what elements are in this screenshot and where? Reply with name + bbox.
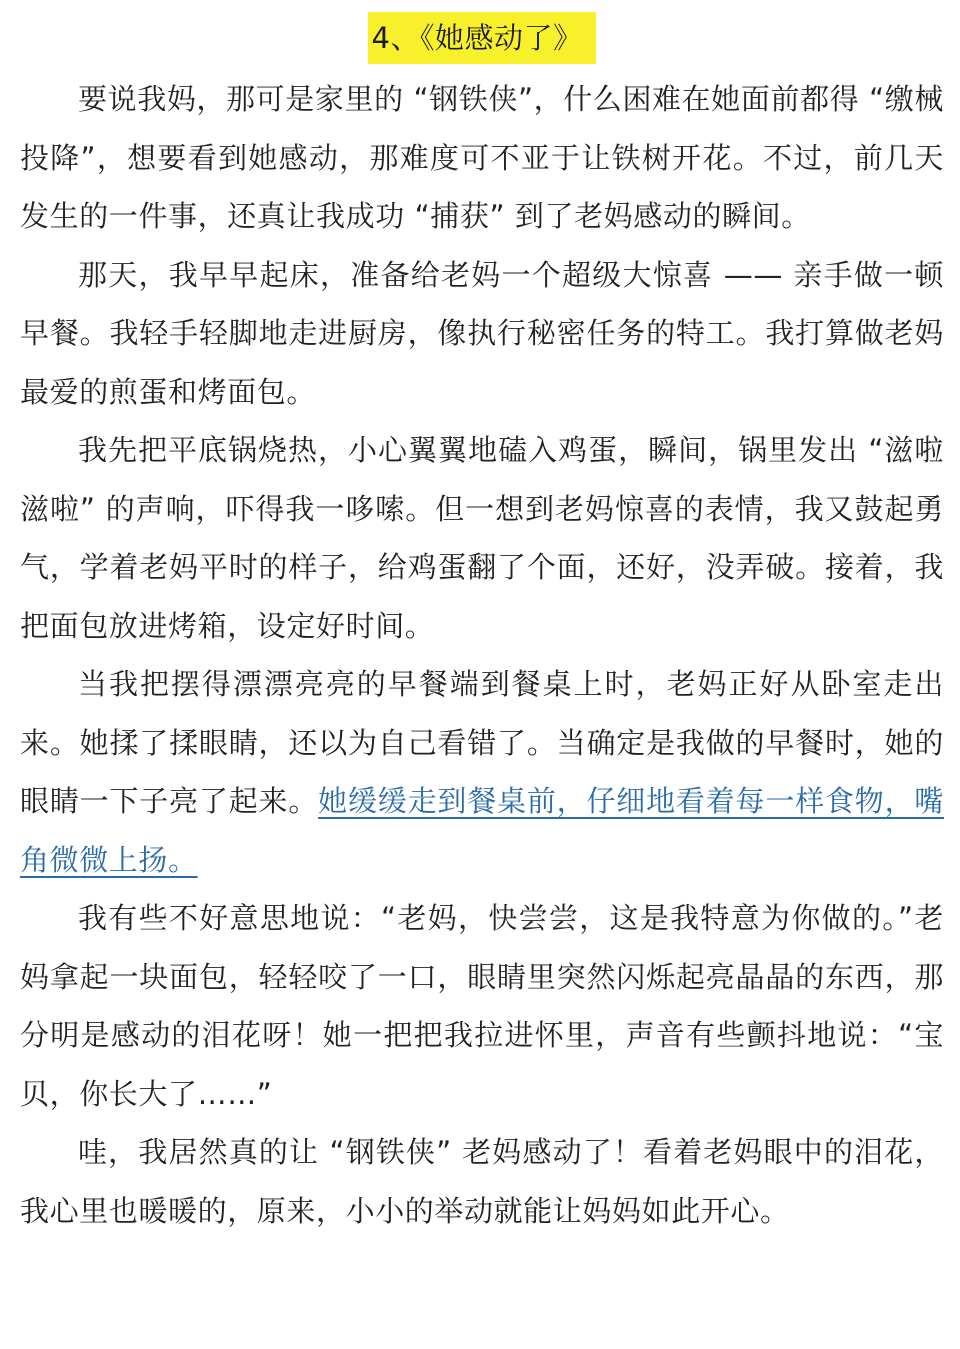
essay-title: 4、《她感动了》 bbox=[368, 12, 597, 64]
paragraph-1 bbox=[20, 70, 944, 246]
paragraph-5 bbox=[20, 889, 944, 1123]
paragraph-2 bbox=[20, 246, 944, 422]
paragraph-6-text: 哇，我居然真的让 “钢铁侠” 老妈感动了！看着老妈眼中的泪花，我心里也暖暖的，原来，小小的举动就能让妈妈如此开心。 bbox=[20, 1135, 944, 1228]
paragraph-4-underlined-sentence: 她缓缓走到餐桌前，仔细地看着每一样食物，嘴角微微上扬。 bbox=[20, 784, 944, 877]
paragraph-5-text: 我有些不好意思地说：“老妈，快尝尝，这是我特意为你做的。”老妈拿起一块面包，轻轻咬了一口，眼睛里突然闪烁起亮晶晶的东西，那分明是感动的泪花呀！她一把把我拉进怀里，声音有些颤抖地说：“宝贝，你长大了……” bbox=[20, 901, 944, 1111]
paragraph-1-text: 要说我妈，那可是家里的 “钢铁侠”，什么困难在她面前都得 “缴械投降”，想要看到她感动，那难度可不亚于让铁树开花。不过，前几天发生的一件事，还真让我成功 “捕获” 到了老妈感动的瞬间。 bbox=[20, 82, 945, 233]
paragraph-3 bbox=[20, 421, 944, 655]
paragraph-4-text: 当我把摆得漂漂亮亮的早餐端到餐桌上时，老妈正好从卧室走出来。她揉了揉眼睛，还以为自己看错了。当确定是我做的早餐时，她的眼睛一下子亮了起来。 bbox=[20, 667, 944, 818]
paragraph-4 bbox=[20, 655, 944, 889]
paragraph-3-text: 我先把平底锅烧热，小心翼翼地磕入鸡蛋，瞬间，锅里发出 “滋啦滋啦” 的声响，吓得我一哆嗦。但一想到老妈惊喜的表情，我又鼓起勇气，学着老妈平时的样子，给鸡蛋翻了个面，还好，没弄破。接着，我把面包放进烤箱，设定好时间。 bbox=[20, 433, 944, 643]
paragraph-2-text: 那天，我早早起床，准备给老妈一个超级大惊喜 —— 亲手做一顿早餐。我轻手轻脚地走进厨房，像执行秘密任务的特工。我打算做老妈最爱的煎蛋和烤面包。 bbox=[20, 257, 944, 409]
title-row bbox=[20, 12, 944, 68]
paragraph-6 bbox=[20, 1123, 944, 1240]
